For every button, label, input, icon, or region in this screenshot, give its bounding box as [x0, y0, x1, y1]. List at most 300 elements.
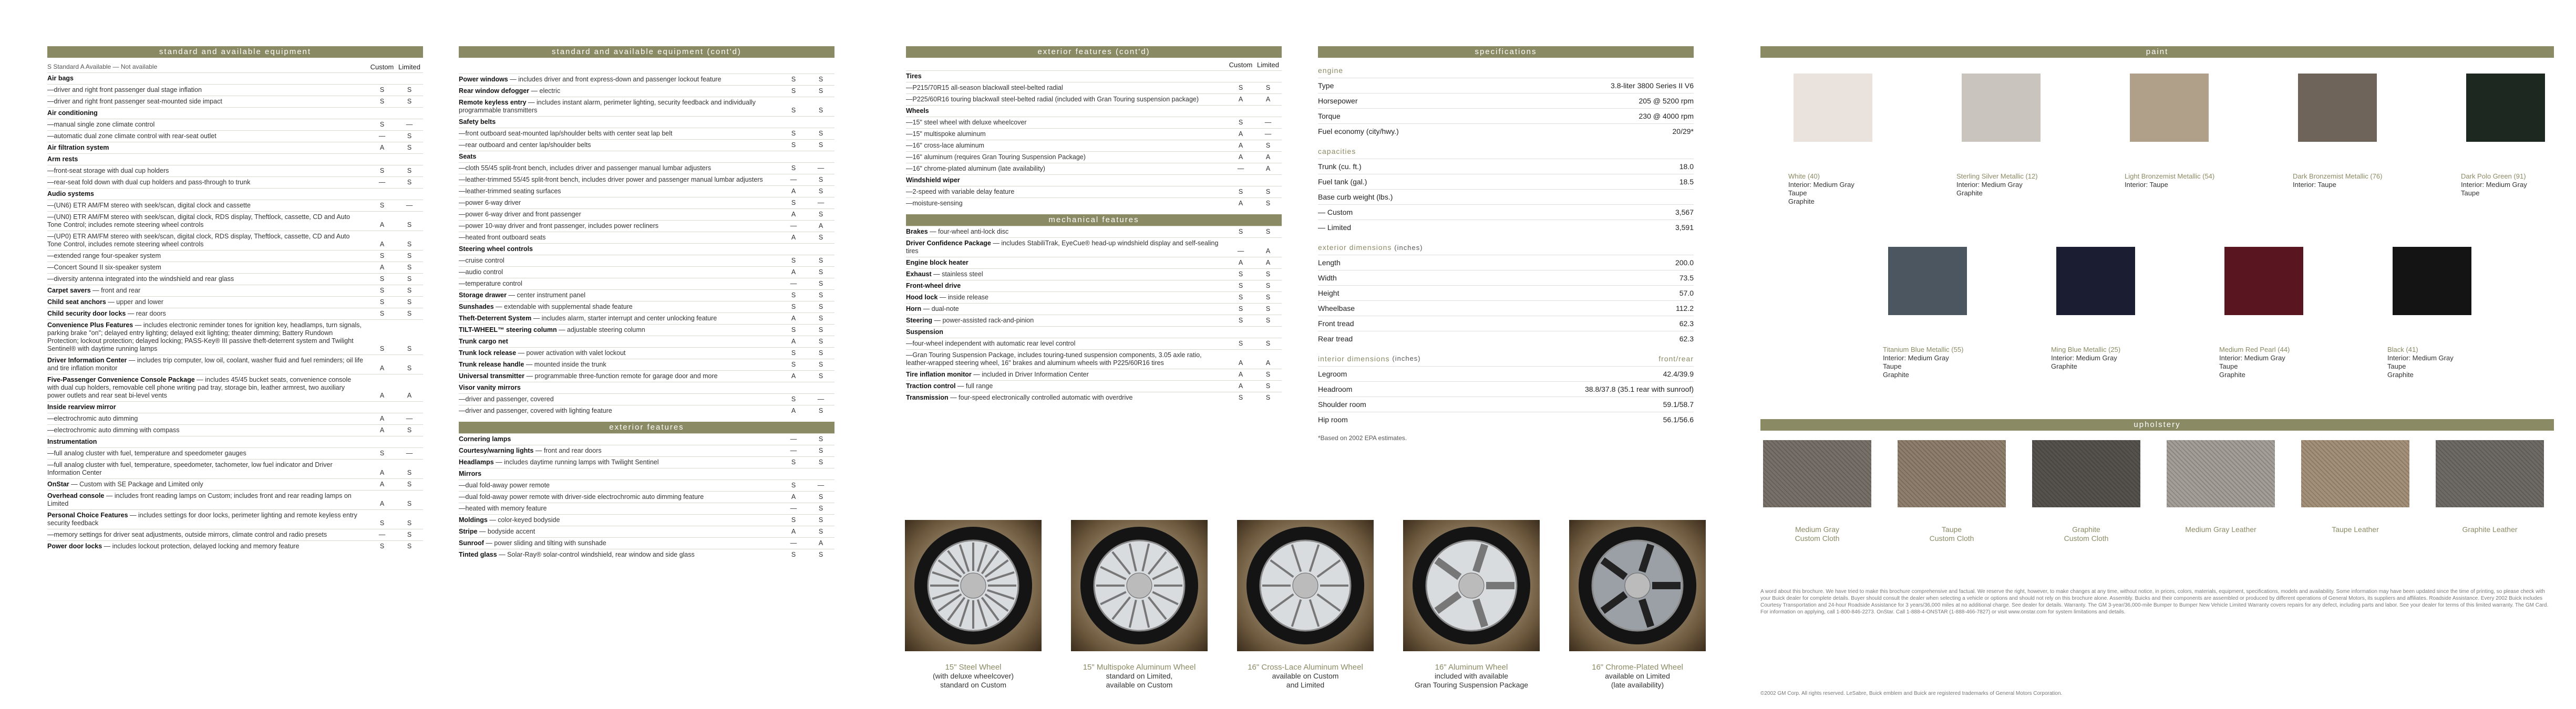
- equipment-row: [906, 303, 1282, 315]
- feature-desc: — power-assisted rack-and-pinion: [932, 317, 1034, 324]
- feature-name: Arm rests: [47, 155, 78, 163]
- equipment-row: [459, 549, 834, 560]
- wheel-hub: [1625, 573, 1650, 598]
- limited-value: S: [818, 176, 823, 183]
- limited-value: S: [818, 211, 823, 218]
- equipment-label: [47, 321, 368, 353]
- upholstery-label: Medium Gray Custom Cloth: [1795, 525, 1840, 543]
- feature-desc: — full range: [955, 382, 993, 390]
- equipment-row: [906, 315, 1282, 326]
- spec-row: [1318, 93, 1694, 108]
- paint-swatch: [2056, 247, 2135, 315]
- custom-value: A: [379, 144, 385, 151]
- equipment-row: [459, 289, 834, 301]
- feature-desc: —electrochromic auto dimming: [47, 415, 138, 422]
- custom-value: S: [791, 482, 796, 489]
- feature-name: TILT-WHEEL™ steering column: [459, 326, 557, 333]
- limited-value: A: [1265, 96, 1271, 103]
- paint-swatch: [2466, 74, 2545, 142]
- feature-name: Hood lock: [906, 294, 938, 301]
- equipment-label: [459, 482, 780, 489]
- equipment-row: [47, 262, 423, 273]
- equipment-row: [47, 107, 423, 119]
- equipment-row: [459, 468, 834, 479]
- feature-desc: —memory settings for driver seat adjustments, outside mirrors, climate control and radio presets: [47, 531, 327, 538]
- spec-row: [1318, 285, 1694, 300]
- limited-value: S: [818, 130, 823, 137]
- equipment-label: [459, 245, 780, 253]
- equipment-label: [459, 407, 780, 415]
- equipment-row: [47, 153, 423, 165]
- limited-value: S: [407, 310, 412, 317]
- custom-value: A: [1238, 359, 1243, 367]
- limited-value: S: [818, 458, 823, 466]
- feature-desc: — includes driver and front express-down and passenger lockout feature: [508, 76, 722, 83]
- feature-name: Trunk lock release: [459, 349, 517, 357]
- custom-value: S: [791, 291, 796, 299]
- equipment-row: [459, 312, 834, 324]
- wheel-name: 16" Cross-Lace Aluminum Wheel: [1248, 663, 1363, 672]
- custom-value: S: [379, 287, 385, 294]
- feature-desc: —temperature control: [459, 280, 522, 287]
- feature-desc: —power 6-way driver and front passenger: [459, 211, 581, 218]
- equipment-row: [47, 478, 423, 490]
- feature-desc: —diversity antenna integrated into the windshield and rear glass: [47, 275, 234, 283]
- limited-value: S: [818, 326, 823, 333]
- limited-value: —: [1264, 130, 1272, 138]
- limited-value: S: [407, 531, 412, 538]
- limited-value: S: [818, 516, 823, 524]
- spec-key: Trunk (cu. ft.): [1318, 162, 1362, 171]
- custom-value: —: [790, 280, 797, 287]
- equipment-row: [459, 393, 834, 405]
- equipment-row: [47, 509, 423, 529]
- equipment-label: [459, 211, 780, 218]
- equipment-label: [459, 505, 780, 513]
- feature-desc: —power 6-way driver: [459, 199, 521, 206]
- feature-name: Tinted glass: [459, 551, 497, 558]
- feature-desc: — mounted inside the trunk: [524, 361, 606, 368]
- limited-value: S: [407, 86, 412, 93]
- limited-value: S: [1265, 270, 1271, 278]
- feature-desc: —cloth 55/45 split-front bench, includes driver and passenger manual lumbar adjusters: [459, 164, 712, 172]
- limited-value: A: [1265, 165, 1271, 172]
- equipment-label: [47, 233, 368, 248]
- upholstery-label: Taupe Leather: [2332, 525, 2379, 534]
- limited-value: S: [818, 141, 823, 149]
- equipment-row: [906, 70, 1282, 82]
- feature-desc: —four-wheel independent with automatic rear level control: [906, 340, 1076, 347]
- equipment-label: [47, 121, 368, 129]
- feature-name: Air filtration system: [47, 144, 109, 151]
- custom-value: A: [791, 493, 796, 501]
- limited-value: S: [1265, 228, 1271, 235]
- equipment-row: [47, 188, 423, 200]
- feature-desc: —rear-seat fold down with dual cup holders and pass-through to trunk: [47, 179, 251, 186]
- paint-header: paint: [1760, 46, 2554, 58]
- paint-swatch: [2393, 247, 2471, 315]
- feature-desc: —extended range four-speaker system: [47, 252, 161, 259]
- equipment-row: [47, 540, 423, 552]
- feature-name: Convenience Plus Features: [47, 321, 133, 329]
- feature-desc: — front and rear: [90, 287, 141, 294]
- equipment-label: [459, 280, 780, 288]
- equipment-label: [459, 458, 780, 466]
- equipment-label: [47, 298, 368, 306]
- custom-value: S: [379, 450, 385, 457]
- spec-row: [1318, 331, 1694, 346]
- equipment-row: [47, 374, 423, 401]
- custom-header: Custom: [1229, 61, 1253, 69]
- equipment-label: [459, 234, 780, 242]
- equipment-row: [47, 200, 423, 211]
- wheel-desc: available on Limited (late availability): [1605, 672, 1670, 689]
- custom-value: S: [1238, 84, 1243, 91]
- wheel-photo: [1403, 520, 1540, 651]
- wheel-caption: [1400, 663, 1542, 690]
- paint-interior: Interior: Taupe: [2125, 181, 2168, 189]
- custom-value: —: [1237, 165, 1244, 172]
- feature-desc: —P215/70R15 all-season blackwall steel-belted radial: [906, 84, 1063, 91]
- custom-header: Custom: [370, 63, 394, 71]
- feature-desc: —full analog cluster with fuel, temperature and speedometer gauges: [47, 450, 246, 457]
- custom-value: A: [791, 315, 796, 322]
- feature-desc: —(UN0) ETR AM/FM stereo with seek/scan, digital clock, RDS display, Theftlock, cassette, CD and Auto Tone Control; includes remote steering wheel controls: [47, 213, 351, 228]
- equipment-label: [906, 176, 1227, 184]
- paint-label: [2125, 172, 2214, 189]
- interior-dimensions: [1318, 366, 1694, 427]
- custom-value: S: [791, 130, 796, 137]
- spec-key: Rear tread: [1318, 335, 1353, 343]
- custom-value: S: [379, 98, 385, 105]
- spec-value: 38.8/37.8 (35.1 rear with sunroof): [1584, 385, 1694, 393]
- feature-name: Inside rearview mirror: [47, 403, 116, 411]
- wheel-hub: [1127, 573, 1152, 598]
- limited-value: S: [407, 275, 412, 283]
- feature-name: Theft-Deterrent System: [459, 315, 532, 322]
- limited-value: S: [407, 500, 412, 507]
- equipment-label: [459, 470, 780, 478]
- limited-value: A: [1265, 359, 1271, 367]
- feature-name: Personal Choice Features: [47, 512, 128, 519]
- custom-value: A: [1238, 130, 1243, 138]
- custom-value: S: [379, 519, 385, 527]
- wheel-caption: [1567, 663, 1708, 690]
- limited-value: S: [818, 87, 823, 95]
- equipment-row: [906, 237, 1282, 257]
- spec-value: 56.1/56.6: [1663, 415, 1694, 424]
- feature-name: OnStar: [47, 481, 69, 488]
- engine-specs: [1318, 78, 1694, 139]
- limited-value: S: [1265, 394, 1271, 401]
- paint-label: [2051, 346, 2120, 371]
- limited-header: Limited: [398, 63, 420, 71]
- custom-value: S: [379, 86, 385, 93]
- spec-key: Hip room: [1318, 415, 1348, 424]
- limited-value: —: [406, 202, 413, 209]
- custom-value: —: [790, 447, 797, 454]
- equipment-label: [906, 130, 1227, 138]
- wheel-name: 16" Chrome-Plated Wheel: [1592, 663, 1683, 672]
- equipment-label: [459, 187, 780, 195]
- feature-desc: — includes lockout protection, delayed locking and memory feature: [102, 543, 300, 550]
- equipment-row: [47, 72, 423, 84]
- column-headers: [368, 63, 423, 71]
- paint-interior: Interior: Taupe: [2293, 181, 2336, 189]
- upholstery-swatch: [2301, 440, 2409, 507]
- equipment-row: [47, 529, 423, 540]
- equipment-label: [459, 338, 780, 346]
- wheel-photo: [1237, 520, 1374, 651]
- feature-name: Cornering lamps: [459, 435, 511, 443]
- custom-value: —: [378, 132, 386, 140]
- limited-value: S: [1265, 282, 1271, 289]
- standard-equipment-cont-panel: [459, 46, 834, 560]
- spec-row: [1318, 78, 1694, 93]
- feature-name: Horn: [906, 305, 922, 312]
- equipment-label: [47, 461, 368, 477]
- equipment-row: [906, 257, 1282, 268]
- custom-value: S: [791, 551, 796, 558]
- equipment-label: [906, 294, 1227, 301]
- upholstery-label: Medium Gray Leather: [2185, 525, 2256, 534]
- spec-value: 73.5: [1679, 274, 1694, 282]
- wheel-photo: [1569, 520, 1706, 651]
- spec-key: Headroom: [1318, 385, 1353, 393]
- equipment-row: [459, 162, 834, 174]
- upholstery-label: Graphite Custom Cloth: [2064, 525, 2109, 543]
- feature-desc: — bodyside accent: [477, 528, 535, 535]
- feature-name: Wheels: [906, 107, 929, 114]
- custom-value: —: [378, 179, 386, 186]
- paint-name: Black (41): [2387, 346, 2418, 353]
- equipment-row: [459, 405, 834, 416]
- feature-name: Air bags: [47, 75, 74, 82]
- feature-desc: — includes settings for door locks, perimeter lighting and remote keyless entry security feedback: [47, 512, 357, 527]
- custom-value: S: [791, 516, 796, 524]
- limited-value: —: [406, 450, 413, 457]
- spec-value: 62.3: [1679, 335, 1694, 343]
- limited-value: S: [407, 179, 412, 186]
- upholstery-swatch: [2436, 440, 2544, 507]
- spec-row: [1318, 174, 1694, 189]
- equipment-row: [47, 447, 423, 459]
- section-header: specifications: [1318, 46, 1694, 58]
- limited-value: S: [407, 264, 412, 271]
- feature-desc: —power 10-way driver and front passenger, includes power recliners: [459, 222, 659, 230]
- equipment-row: [459, 456, 834, 468]
- wheel-caption: [902, 663, 1044, 690]
- feature-desc: — power activation with valet lockout: [516, 349, 626, 357]
- limited-value: S: [407, 426, 412, 434]
- equipment-row: [47, 250, 423, 262]
- wheel-icon: [1403, 520, 1540, 651]
- feature-name: Suspension: [906, 328, 943, 336]
- feature-desc: —dual fold-away power remote: [459, 482, 550, 489]
- wheel-icon: [1071, 520, 1208, 651]
- limited-value: S: [407, 543, 412, 550]
- equipment-row: [459, 151, 834, 162]
- equipment-row: [906, 93, 1282, 105]
- feature-desc: — includes alarm, starter interrupt and center unlocking feature: [531, 315, 717, 322]
- equipment-label: [906, 228, 1227, 236]
- custom-value: A: [791, 187, 796, 195]
- paint-name: Ming Blue Metallic (25): [2051, 346, 2121, 353]
- feature-name: Windshield wiper: [906, 176, 960, 184]
- custom-value: A: [379, 392, 385, 399]
- feature-desc: —heated front outboard seats: [459, 234, 546, 241]
- equipment-label: [906, 371, 1227, 379]
- feature-name: Seats: [459, 153, 477, 160]
- spec-key: — Limited: [1318, 223, 1352, 232]
- paint-name: Sterling Silver Metallic (12): [1956, 172, 2038, 180]
- spec-row: [1318, 204, 1694, 220]
- equipment-label: [906, 165, 1227, 173]
- spec-value: 42.4/39.9: [1663, 370, 1694, 378]
- custom-value: S: [791, 349, 796, 357]
- feature-desc: —2-speed with variable delay feature: [906, 188, 1015, 195]
- equipment-row: [459, 128, 834, 139]
- limited-value: S: [1265, 188, 1271, 195]
- equipment-row: [906, 291, 1282, 303]
- equipment-label: [47, 264, 368, 272]
- ext-dim-label: exterior dimensions: [1318, 243, 1392, 252]
- custom-value: A: [1238, 382, 1243, 390]
- limited-value: S: [818, 107, 823, 114]
- feature-name: Power windows: [459, 76, 508, 83]
- feature-desc: — rear doors: [126, 310, 166, 317]
- feature-name: Safety belts: [459, 118, 496, 126]
- equipment-row: [47, 142, 423, 153]
- feature-name: Universal transmitter: [459, 372, 525, 380]
- equipment-label: [47, 287, 368, 295]
- limited-value: S: [818, 280, 823, 287]
- equipment-label: [459, 199, 780, 207]
- equipment-row: [47, 354, 423, 374]
- limited-value: S: [1265, 294, 1271, 301]
- equipment-row: [47, 285, 423, 296]
- custom-value: S: [791, 257, 796, 264]
- spec-key: Width: [1318, 274, 1337, 282]
- equipment-row: [459, 243, 834, 255]
- feature-desc: — stainless steel: [931, 270, 983, 278]
- feature-desc: — includes daytime running lamps with Twilight Sentinel: [493, 458, 659, 466]
- limited-value: S: [818, 551, 823, 558]
- equipment-row: [459, 139, 834, 151]
- equipment-row: [906, 380, 1282, 392]
- custom-value: S: [379, 252, 385, 259]
- equipment-label: [459, 76, 780, 84]
- equipment-label: [459, 326, 780, 334]
- feature-desc: —P225/60R16 touring blackwall steel-belted radial (included with Gran Touring suspension package): [906, 96, 1199, 103]
- equipment-row: [459, 433, 834, 445]
- feature-desc: —16" cross-lace aluminum: [906, 142, 984, 149]
- custom-value: A: [791, 407, 796, 414]
- equipment-row: [47, 413, 423, 424]
- limited-value: S: [818, 291, 823, 299]
- equipment-row: [47, 176, 423, 188]
- feature-desc: —front outboard seat-mounted lap/shoulder belts with center seat lap belt: [459, 130, 673, 137]
- feature-desc: — front and rear doors: [533, 447, 602, 454]
- limited-value: S: [818, 338, 823, 345]
- equipment-row: [906, 151, 1282, 163]
- feature-desc: —front-seat storage with dual cup holders: [47, 167, 169, 174]
- equipment-label: [459, 268, 780, 276]
- spec-key: Shoulder room: [1318, 400, 1366, 409]
- custom-value: S: [379, 310, 385, 317]
- spec-value: 59.1/58.7: [1663, 400, 1694, 409]
- equipment-label: [459, 222, 780, 230]
- limited-value: S: [818, 234, 823, 241]
- feature-desc: — included in Driver Information Center: [971, 371, 1089, 378]
- spec-key: Horsepower: [1318, 97, 1358, 105]
- equipment-row: [47, 231, 423, 250]
- feature-desc: — includes StabiliTrak, EyeCue® head-up windshield display and self-sealing tires: [906, 239, 1219, 255]
- equipment-row: [47, 84, 423, 96]
- equipment-row: [47, 96, 423, 107]
- equipment-row: [47, 273, 423, 285]
- upholstery-swatch: [1898, 440, 2006, 507]
- feature-desc: — includes 45/45 bucket seats, convenience console with dual cup holders, removable cell phone writing pad tray, storage bin, leather armrest, two auxiliary power outlets and rear seat bi-level vents: [47, 376, 352, 399]
- equipment-label: [47, 531, 368, 539]
- limited-value: S: [1265, 305, 1271, 312]
- spec-key: Wheelbase: [1318, 304, 1355, 312]
- limited-value: S: [407, 132, 412, 140]
- equipment-row: [47, 436, 423, 447]
- limited-value: A: [1265, 259, 1271, 266]
- wheel-hub: [1459, 573, 1484, 598]
- feature-name: Carpet savers: [47, 287, 91, 294]
- equipment-row: [459, 255, 834, 266]
- custom-value: A: [1238, 371, 1243, 378]
- equipment-row: [47, 401, 423, 413]
- limited-value: S: [1265, 200, 1271, 207]
- spec-row: [1318, 189, 1694, 204]
- equipment-row: [459, 208, 834, 220]
- feature-name: Mirrors: [459, 470, 482, 477]
- spec-value: 112.2: [1676, 304, 1694, 312]
- upholstery-header: upholstery: [1760, 419, 2554, 431]
- spec-key: — Custom: [1318, 208, 1353, 216]
- custom-value: A: [1238, 153, 1243, 161]
- paint-swatch: [1794, 74, 1872, 142]
- feature-desc: —15" steel wheel with deluxe wheelcover: [906, 119, 1027, 126]
- equipment-label: [906, 351, 1227, 367]
- spec-key: Type: [1318, 81, 1334, 90]
- spec-value: 205 @ 5200 rpm: [1639, 97, 1694, 105]
- custom-value: S: [791, 458, 796, 466]
- feature-name: Driver Information Center: [47, 357, 127, 364]
- equipment-label: [906, 270, 1227, 278]
- equipment-row: [459, 324, 834, 336]
- feature-desc: — adjustable steering column: [557, 326, 645, 333]
- equipment-row: [459, 232, 834, 243]
- wheel-icon: [1237, 520, 1374, 651]
- feature-name: Overhead console: [47, 492, 105, 499]
- equipment-label: [459, 551, 780, 559]
- upholstery-label: Graphite Leather: [2462, 525, 2518, 534]
- limited-value: S: [818, 76, 823, 83]
- feature-desc: —leather-trimmed 55/45 split-front bench, includes driver power and passenger manual lumbar adjusters: [459, 176, 763, 183]
- feature-name: Exhaust: [906, 270, 932, 278]
- limited-value: S: [818, 505, 823, 512]
- limited-value: S: [407, 221, 412, 228]
- feature-name: Child seat anchors: [47, 298, 106, 306]
- section-header: standard and available equipment (cont'd): [459, 46, 834, 58]
- equipment-label: [47, 543, 368, 550]
- equipment-row: [47, 130, 423, 142]
- equipment-label: [47, 357, 368, 372]
